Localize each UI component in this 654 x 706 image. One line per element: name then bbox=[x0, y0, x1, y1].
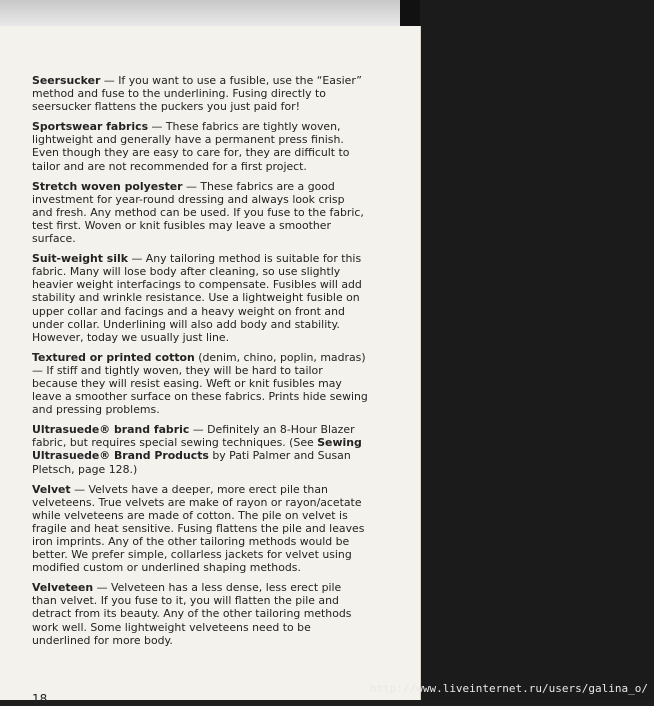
paragraph-velvet: Velvet — Velvets have a deeper, more erect pile than velveteens. True velvets are make of rayon or rayon/acetate while velveteens are made of cotton. The pile on velvet is fragile and heat sensitive. Fusing flattens the pile and leaves iron imprints. Any of the other tailoring methods would be better. We prefer simple, collarless jackets for velvet using modified custom or underlined shaping methods. bbox=[32, 482, 365, 575]
term: Seersucker bbox=[32, 74, 101, 87]
book-reference: Sewing Ultrasuede® Brand Products bbox=[32, 436, 362, 463]
scan-background bbox=[420, 0, 654, 700]
paragraph-ultrasuede: Ultrasuede® brand fabric — Definitely an 8-Hour Blazer fabric, but requires special sewing techniques. (See Sewing Ultrasuede® Brand Products by Pati Palmer and Susan Pletsch, page 128.) bbox=[32, 423, 362, 476]
book-page bbox=[0, 26, 421, 706]
paragraph-silk: Suit-weight silk — Any tailoring method is suitable for this fabric. Many will lose body after cleaning, so use slightly heavier weight interfacings to compensate. Fusibles will add stability and wrinkle resistance. Use a lightweight fusible on upper collar and facings and a heavy weight on front and under collar. Underlining will also add body and stability. However, today we usually just line. bbox=[32, 252, 362, 344]
page-text bbox=[32, 74, 368, 654]
paragraph-velveteen: Velveteen — Velveteen has a less dense, less erect pile than velvet. If you fuse to it, you will flatten the pile and detract from its beauty. Any of the other tailoring methods work well. Some lightweight velveteens need to be underlined for more body. bbox=[32, 581, 352, 647]
term: Velvet bbox=[32, 482, 71, 496]
paragraph-seersucker: Seersucker — If you want to use a fusible, use the “Easier” method and fuse to the underlining. Fusing directly to seersucker flattens the puckers you just paid for! bbox=[32, 74, 362, 114]
paragraph-cotton: Textured or printed cotton (denim, chino, poplin, madras) — If stiff and tightly woven, they will be hard to tailor because they will resist easing. Weft or knit fusibles may leave a smoother surface on these fabrics. Prints hide sewing and pressing problems. bbox=[32, 350, 368, 417]
paragraph-sportswear: Sportswear fabrics — These fabrics are tightly woven, lightweight and generally have a permanent press finish. Even though they are easy to care for, they are difficult to tailor and are not recommended for a first project. bbox=[32, 120, 350, 173]
paragraph-stretch-polyester: Stretch woven polyester — These fabrics are a good investment for year-round dressing and always look crisp and fresh. Any method can be used. If you fuse to the fabric, test first. Woven or knit fusibles may leave a smoother surface. bbox=[32, 179, 364, 246]
term: Sportswear fabrics bbox=[32, 120, 149, 134]
term: Velveteen bbox=[32, 581, 94, 595]
term: Stretch woven polyester bbox=[32, 179, 183, 193]
term: Suit-weight silk bbox=[32, 252, 128, 266]
watermark-url: http://www.liveinternet.ru/users/galina_o/ bbox=[369, 682, 648, 695]
term: Ultrasuede® brand fabric bbox=[32, 423, 190, 437]
page-number: 18 bbox=[32, 692, 48, 706]
term: Textured or printed cotton bbox=[32, 350, 195, 364]
scan-top-edge bbox=[0, 0, 400, 26]
